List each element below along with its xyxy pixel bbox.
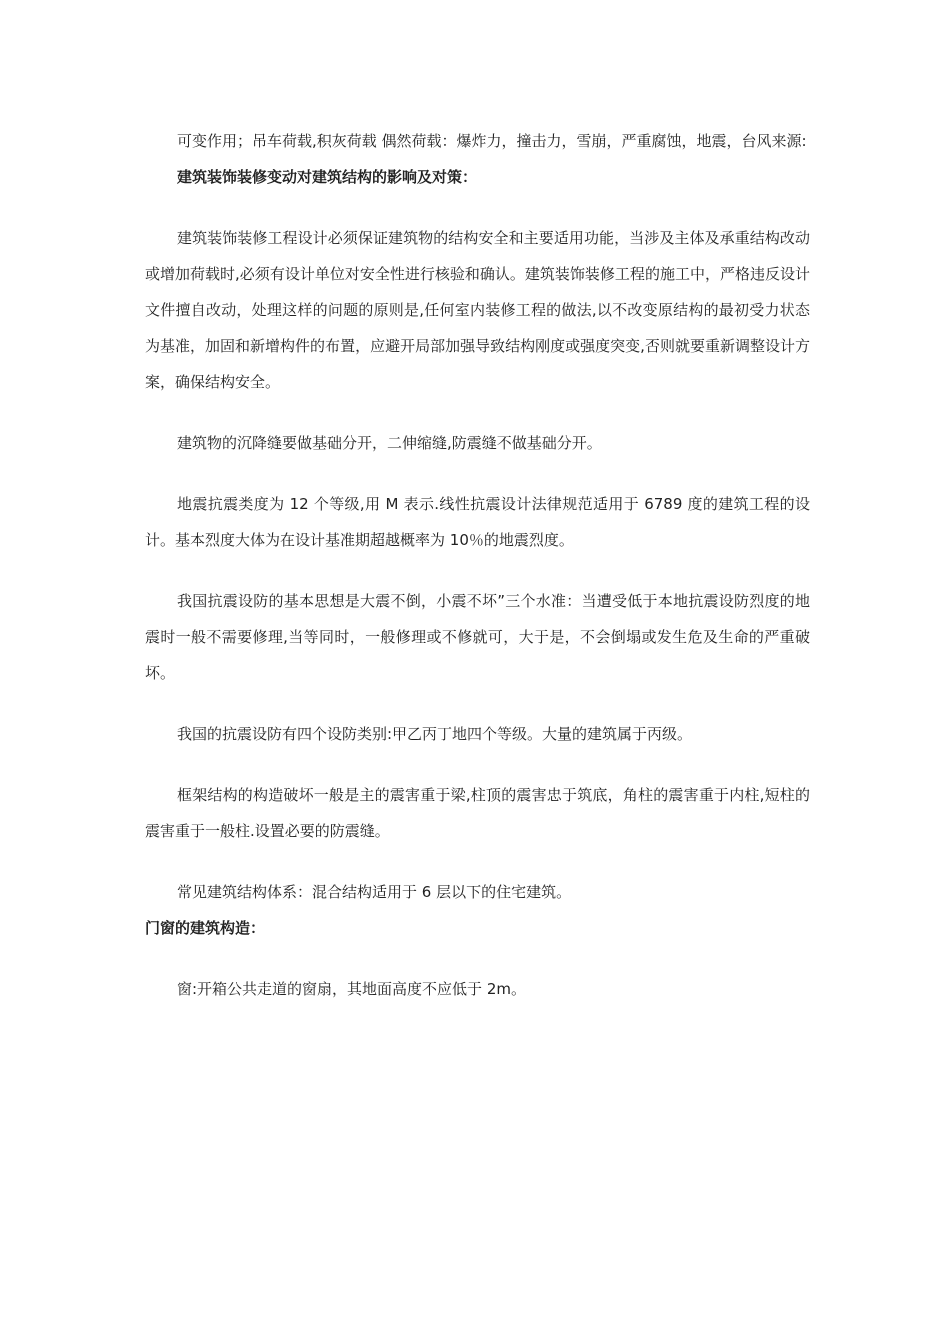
- heading-decoration-impact: 建筑装饰装修变动对建筑结构的影响及对策：: [177, 168, 478, 186]
- paragraph-seismic-philosophy: 我国抗震设防的基本思想是大震不倒，小震不坏”三个水准：当遭受低于本地抗震设防烈度的地震时一般不需要修理,当等同时，一般修理或不修就可，大于是，不会倒塌或发生危及生命的严重破坏。: [145, 592, 810, 682]
- paragraph-structural-systems: 常见建筑结构体系：混合结构适用于 6 层以下的住宅建筑。: [177, 883, 572, 901]
- paragraph-seismic-intensity: 地震抗震类度为 12 个等级,用 M 表示.线性抗震设计法律规范适用于 6789 度的建筑工程的设计。基本烈度大体为在设计基准期超越概率为 10％的地震烈度。: [145, 495, 810, 549]
- paragraph-frame-damage: 框架结构的构造破坏一般是主的震害重于梁,柱顶的震害忠于筑底，角柱的震害重于内柱,短柱的震害重于一般柱.设置必要的防震缝。: [145, 786, 810, 840]
- heading-door-window: 门窗的建筑构造：: [145, 919, 266, 937]
- document-body: [145, 123, 810, 1007]
- paragraph-variable-loads: 可变作用；吊车荷载,积灰荷载 偶然荷载：爆炸力，撞击力，雪崩，严重腐蚀，地震，台风来源:: [177, 132, 807, 150]
- paragraph-settlement-joints: 建筑物的沉降缝要做基础分开，二伸缩缝,防震缝不做基础分开。: [177, 434, 602, 452]
- paragraph-decoration-design: 建筑装饰装修工程设计必须保证建筑物的结构安全和主要适用功能，当涉及主体及承重结构改动或增加荷载时,必须有设计单位对安全性进行核验和确认。建筑装饰装修工程的施工中，严格违反设计文件擅自改动，处理这样的问题的原则是,任何室内装修工程的做法,以不改变原结构的最初受力状态为基准，加固和新增构件的布置，应避开局部加强导致结构刚度或强度突变,否则就要重新调整设计方案，确保结构安全。: [145, 229, 810, 391]
- paragraph-fortification-categories: 我国的抗震设防有四个设防类别:甲乙丙丁地四个等级。大量的建筑属于丙级。: [177, 725, 693, 743]
- paragraph-window-height: 窗:开箱公共走道的窗扇，其地面高度不应低于 2m。: [177, 980, 526, 998]
